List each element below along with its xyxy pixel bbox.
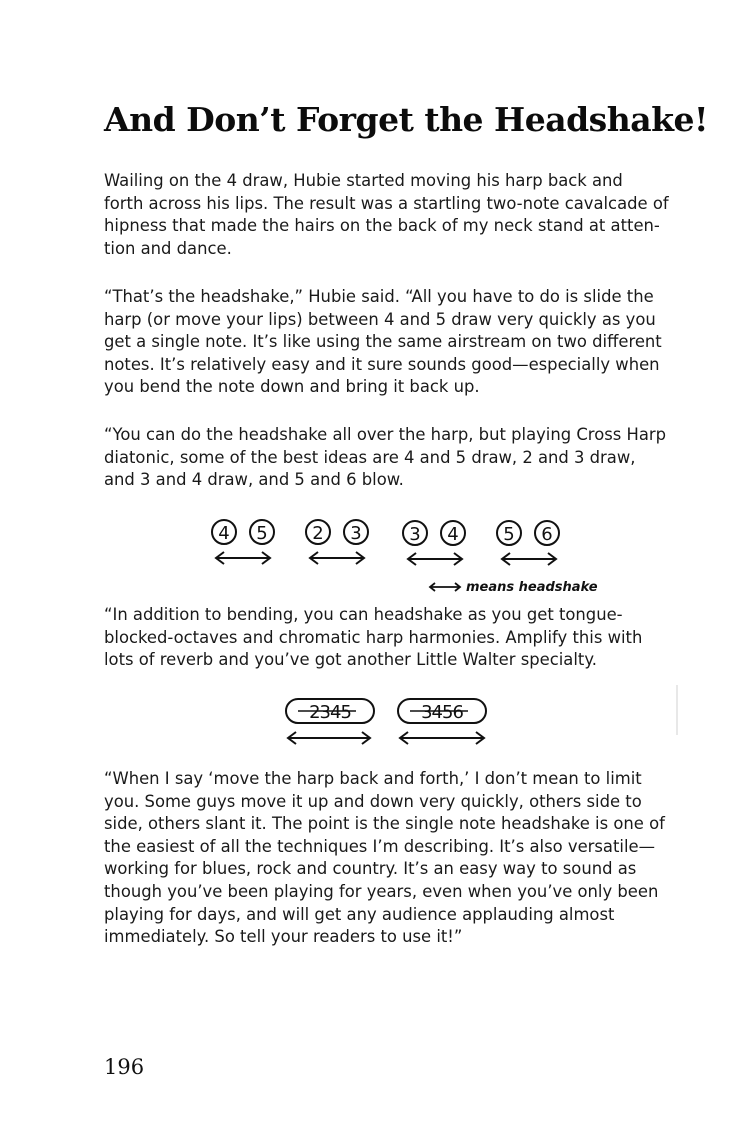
text-line: you bend the note down and bring it back up. (104, 377, 480, 397)
text-line: “You can do the headshake all over the harp, but playing Cross Harp (104, 425, 667, 444)
text-line: though you’ve been playing for years, even when you’ve only been (104, 881, 659, 901)
hole-group-3456 (398, 699, 486, 744)
text-line: immediately. So tell your readers to use it!” (104, 927, 463, 947)
text-line: “That’s the headshake,” Hubie said. “All you have to do is slide the (104, 287, 654, 306)
group-number: 2345 (309, 702, 351, 723)
double-arrow-icon (502, 553, 556, 565)
scan-shadow (676, 685, 678, 735)
text-line: hipness that made the hairs on the back of my neck stand at atten- (104, 216, 660, 236)
hole-number: 3 (350, 523, 362, 544)
double-arrow-icon (408, 553, 462, 565)
hole-pair-3-4 (403, 521, 465, 565)
legend-label: means headshake (466, 579, 598, 595)
hole-pair-4-5 (212, 520, 274, 564)
text-line: side, others slant it. The point is the single note headshake is one of (104, 814, 665, 834)
double-arrow-icon (428, 580, 462, 594)
text-line: diatonic, some of the best ideas are 4 and 5 draw, 2 and 3 draw, (104, 447, 636, 467)
hole-pair-5-6 (497, 521, 559, 565)
double-arrow-icon (216, 552, 270, 564)
double-arrow-icon (288, 732, 370, 744)
double-arrow-icon (400, 732, 484, 744)
paragraph-4 (104, 604, 664, 672)
text-line: you. Some guys move it up and down very quickly, others side to (104, 791, 642, 811)
text-line: lots of reverb and you’ve got another Little Walter specialty. (104, 650, 597, 670)
hole-number: 2 (312, 523, 324, 544)
hole-number: 5 (256, 523, 268, 544)
double-arrow-icon (310, 552, 364, 564)
page-number: 196 (104, 1055, 145, 1079)
paragraph-2 (104, 286, 664, 399)
text-line: blocked-octaves and chromatic harp harmonies. Amplify this with (104, 627, 643, 647)
hole-number: 4 (447, 524, 459, 545)
hole-number: 5 (503, 524, 515, 545)
text-line: get a single note. It’s like using the same airstream on two different (104, 332, 662, 352)
text-line: forth across his lips. The result was a startling two-note cavalcade of (104, 193, 669, 213)
text-line: and 3 and 4 draw, and 5 and 6 blow. (104, 470, 404, 490)
text-line: Wailing on the 4 draw, Hubie started moving his harp back and (104, 171, 623, 190)
text-line: the easiest of all the techniques I’m describing. It’s also versatile— (104, 836, 655, 856)
group-number: 3456 (421, 702, 463, 723)
text-line: “In addition to bending, you can headshake as you get tongue- (104, 605, 623, 624)
text-line: tion and dance. (104, 238, 232, 258)
text-line: notes. It’s relatively easy and it sure sounds good—especially when (104, 354, 660, 374)
text-line: working for blues, rock and country. It’s an easy way to sound as (104, 859, 637, 879)
hole-number: 3 (409, 524, 421, 545)
hole-pair-2-3 (306, 520, 368, 564)
octave-groups-figure (280, 695, 500, 750)
page-title: And Don’t Forget the Headshake! (104, 100, 708, 139)
text-line: “When I say ‘move the harp back and forth,’ I don’t mean to limit (104, 769, 642, 788)
hole-group-2345 (286, 699, 374, 744)
figure-legend (428, 578, 598, 598)
hole-number: 6 (541, 524, 553, 545)
text-line: playing for days, and will get any audience applauding almost (104, 904, 615, 924)
text-line: harp (or move your lips) between 4 and 5 draw very quickly as you (104, 309, 656, 329)
paragraph-3 (104, 424, 667, 492)
paragraph-5 (104, 768, 664, 949)
hole-number: 4 (218, 523, 230, 544)
paragraph-1 (104, 170, 669, 260)
